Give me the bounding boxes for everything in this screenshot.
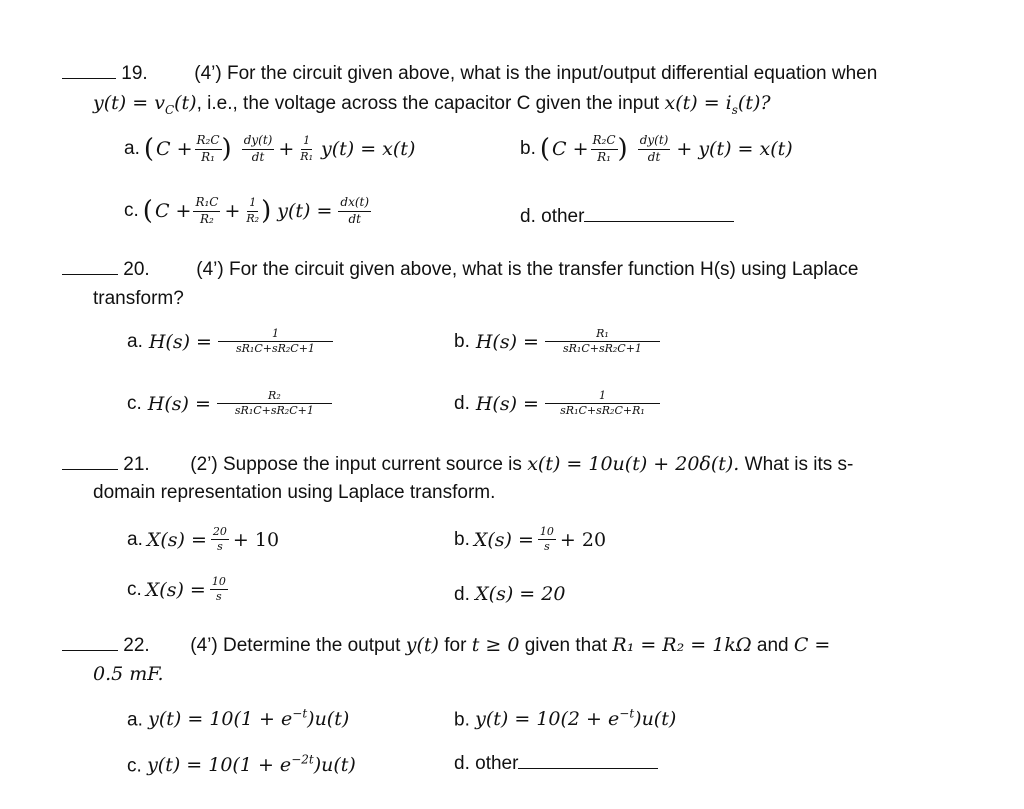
math-expr: 0.5 mF.: [93, 663, 164, 685]
option-label: a.: [124, 138, 140, 159]
option-label: c.: [127, 392, 142, 414]
math-expr: x(t) = 10u(t) + 20δ(t).: [527, 453, 740, 475]
option-22c[interactable]: [127, 753, 356, 777]
question-20: [62, 259, 858, 281]
fraction: $\frac{\text{R₁}}{\text{sR₁C+sR₂C+1}}$: [545, 328, 660, 355]
fraction: $\frac{\text{R₂C}}{\text{R₁}}$: [196, 133, 220, 164]
question-points: (2’): [190, 454, 218, 475]
question-20-line2: [93, 288, 184, 310]
math-expr: y(t) = x(t): [320, 138, 416, 160]
question-22-line2: [93, 663, 164, 686]
answer-blank-19[interactable]: [62, 77, 116, 79]
other-blank[interactable]: [584, 220, 734, 222]
option-21d[interactable]: [454, 583, 565, 606]
option-21b[interactable]: b. X(s) = $\frac{10}{s}$ + 20: [454, 525, 607, 554]
question-text: Suppose the input current source is: [223, 454, 522, 475]
math-expr: + y(t) = x(t): [676, 138, 793, 160]
other-blank[interactable]: [518, 767, 658, 769]
option-22a[interactable]: [127, 707, 349, 731]
question-points: (4’): [190, 635, 218, 656]
fraction: $\frac{\text{R₁C}}{\text{R₂}}$: [195, 195, 219, 226]
question-text: Determine the output: [223, 635, 401, 656]
math-expr: $x(t) = i_s(t)$?: [664, 92, 771, 117]
fraction: $\frac{10}{s}$: [211, 575, 226, 604]
option-20a[interactable]: a. H(s) = $\frac{1}{\text{sR₁C+sR₂C+1}}$: [127, 328, 333, 355]
option-19c[interactable]: c. ( C + $\frac{\text{R₁C}}{\text{R₂}}$ + $\frac{1}{\text{R₂}}$ ) y(t) = $\frac{dx(t)}{dt}$: [124, 195, 370, 226]
fraction: $\frac{10}{s}$: [539, 525, 554, 554]
question-number: 22.: [123, 635, 150, 656]
math-expr: $y(t) = v_C(t)$: [93, 92, 197, 117]
question-21: [62, 453, 853, 476]
fraction: $\frac{dy(t)}{dt}$: [243, 133, 273, 164]
fraction: $\frac{dy(t)}{dt}$: [639, 133, 669, 164]
question-text: What is its s-: [744, 454, 854, 475]
question-22: 22. (4’) Determine the output y(t) for t ≥ 0 given that R₁ = R₂ = 1kΩ and C =: [62, 634, 830, 657]
option-label: b.: [454, 330, 470, 352]
option-label: a.: [127, 709, 143, 731]
question-19-line2: [93, 92, 771, 117]
option-22d[interactable]: [454, 753, 658, 775]
math-expr: $y(t) = 10(2 + e^{-t})u(t)$: [475, 707, 677, 731]
fraction: $\frac{1}{\text{R₂}}$: [246, 196, 260, 225]
fraction: $\frac{\text{R₂C}}{\text{R₁}}$: [592, 133, 616, 164]
option-22b[interactable]: [454, 707, 676, 731]
option-label: d.: [454, 584, 470, 605]
option-label: c.: [124, 200, 139, 221]
fraction: $\frac{\text{R₂}}{\text{sR₁C+sR₂C+1}}$: [217, 390, 332, 417]
fraction: $\frac{1}{\text{R₁}}$: [300, 134, 313, 163]
fraction: $\frac{dx(t)}{dt}$: [340, 195, 370, 226]
answer-blank-21[interactable]: [62, 468, 118, 470]
question-text: , i.e., the voltage across the capacitor C given the input: [196, 93, 660, 114]
question-number: 21.: [123, 454, 150, 475]
question-number: 19.: [121, 63, 148, 84]
option-20c[interactable]: c. H(s) = $\frac{\text{R₂}}{\text{sR₁C+sR₂C+1}}$: [127, 390, 332, 417]
option-label: d. other: [454, 753, 519, 774]
option-label: d.: [454, 392, 470, 414]
option-21c[interactable]: c. X(s) = $\frac{10}{s}$: [127, 575, 226, 604]
math-expr: $y(t) = 10(1 + e^{-t})u(t)$: [148, 707, 350, 731]
question-text: For the circuit given above, what is the transfer function H(s) using Laplace: [229, 259, 859, 280]
option-label: a.: [127, 528, 143, 550]
question-text: transform?: [93, 288, 184, 309]
question-21-line2: [93, 482, 495, 504]
question-points: (4’): [196, 259, 224, 280]
fraction: $\frac{1}{\text{sR₁C+sR₂C+1}}$: [218, 328, 333, 355]
answer-blank-20[interactable]: [62, 273, 118, 275]
question-text: domain representation using Laplace transform.: [93, 482, 496, 503]
option-19a[interactable]: a. ( C + $\frac{\text{R₂C}}{\text{R₁}}$ ) $\frac{dy(t)}{dt}$ + $\frac{1}{\text{R₁}}$ y(t) = x(t): [124, 133, 416, 164]
option-label: a.: [127, 330, 143, 352]
question-19: [62, 63, 877, 85]
option-21a[interactable]: a. X(s) = $\frac{20}{s}$ + 10: [127, 525, 280, 554]
option-label: c.: [127, 578, 142, 600]
question-number: 20.: [123, 259, 150, 280]
option-label: c.: [127, 755, 142, 777]
question-points: (4’): [194, 63, 222, 84]
question-text: For the circuit given above, what is the input/output differential equation when: [227, 63, 878, 84]
fraction: $\frac{20}{s}$: [212, 525, 227, 554]
answer-blank-22[interactable]: [62, 649, 118, 651]
math-expr: y(t) =: [277, 200, 333, 222]
fraction: $\frac{1}{\text{sR₁C+sR₂C+R₁}}$: [545, 390, 660, 417]
option-19d[interactable]: [520, 206, 734, 228]
option-label: b.: [520, 138, 536, 159]
option-20b[interactable]: b. H(s) = $\frac{\text{R₁}}{\text{sR₁C+sR₂C+1}}$: [454, 328, 660, 355]
option-19b[interactable]: b. ( C + $\frac{\text{R₂C}}{\text{R₁}}$ ) $\frac{dy(t)}{dt}$ + y(t) = x(t): [520, 133, 793, 164]
option-label: b.: [454, 528, 470, 550]
option-20d[interactable]: d. H(s) = $\frac{1}{\text{sR₁C+sR₂C+R₁}}$: [454, 390, 660, 417]
math-expr: X(s) = 20: [475, 583, 566, 605]
math-expr: $y(t) = 10(1 + e^{-2t})u(t)$: [147, 753, 356, 777]
option-label: b.: [454, 709, 470, 731]
option-label: d. other: [520, 206, 585, 227]
